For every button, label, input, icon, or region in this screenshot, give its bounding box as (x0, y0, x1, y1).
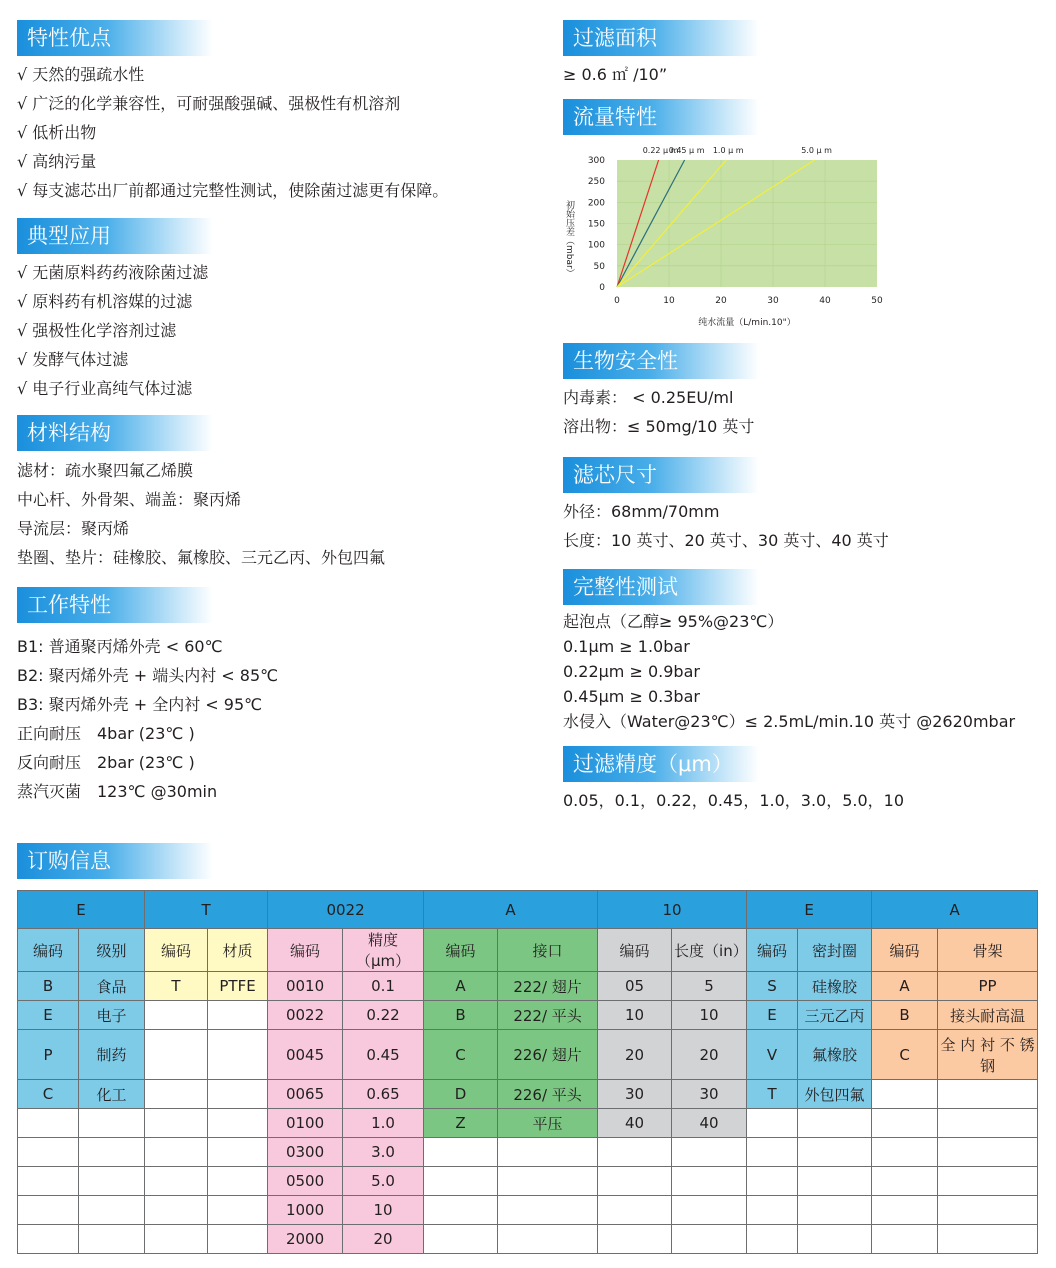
y-tick-label: 300 (587, 156, 605, 166)
bio-list (563, 383, 754, 441)
list-item: 外径：68mm/70mm (563, 502, 720, 521)
table-cell: Z (424, 1109, 498, 1138)
table-cell (424, 1196, 498, 1225)
table-cell: 氟橡胶 (798, 1030, 872, 1080)
header-cell: 编码 (18, 929, 79, 972)
table-cell: 化工 (79, 1080, 145, 1109)
list-item: √ 天然的强疏水性 (17, 65, 145, 84)
features-list (17, 60, 448, 205)
table-cell (79, 1196, 145, 1225)
table-cell: 硅橡胶 (798, 972, 872, 1001)
table-cell: 5 (672, 972, 747, 1001)
x-tick-label: 50 (871, 296, 883, 306)
table-cell: B (424, 1001, 498, 1030)
x-tick-label: 0 (614, 296, 620, 306)
table-cell (938, 1138, 1038, 1167)
table-cell: 0.1 (343, 972, 424, 1001)
table-cell (498, 1167, 598, 1196)
table-cell (18, 1225, 79, 1254)
table-cell (208, 1001, 268, 1030)
y-tick-label: 50 (593, 261, 605, 272)
y-ticks (588, 156, 605, 293)
x-tick-label: 10 (663, 296, 675, 306)
list-item: 内毒素： < 0.25EU/ml (563, 388, 734, 407)
table-cell (798, 1138, 872, 1167)
list-item: B3: 聚丙烯外壳 + 全内衬 < 95℃ (17, 695, 263, 714)
table-cell (872, 1109, 938, 1138)
table-cell: 40 (672, 1109, 747, 1138)
materials-list (17, 456, 385, 572)
header-cell: 骨架 (938, 929, 1038, 972)
table-cell (79, 1109, 145, 1138)
precision-header: 过滤精度（μm） (563, 746, 759, 782)
list-item: 垫圈、垫片：硅橡胶、氟橡胶、三元乙丙、外包四氟 (17, 548, 386, 567)
table-cell (208, 1225, 268, 1254)
header-cell: 接口 (498, 929, 598, 972)
table-row (18, 1030, 1038, 1080)
table-cell: 三元乙丙 (798, 1001, 872, 1030)
list-item: √ 广泛的化学兼容性，可耐强酸强碱、强极性有机溶剂 (17, 94, 401, 113)
list-item: √ 发酵气体过滤 (17, 350, 129, 369)
table-cell: 平压 (498, 1109, 598, 1138)
code-cell: T (145, 891, 268, 929)
table-cell (938, 1225, 1038, 1254)
table-cell (208, 1196, 268, 1225)
list-item: 长度：10 英寸、20 英寸、30 英寸、40 英寸 (563, 531, 889, 550)
code-row (18, 891, 1038, 929)
list-item: 滤材：疏水聚四氟乙烯膜 (17, 461, 194, 480)
header-cell: 精度（μm） (343, 929, 424, 972)
table-cell (598, 1167, 672, 1196)
table-cell (798, 1167, 872, 1196)
table-cell: 30 (598, 1080, 672, 1109)
list-item: √ 无菌原料药药液除菌过滤 (17, 263, 209, 282)
table-cell: 制药 (79, 1030, 145, 1080)
table-cell (872, 1196, 938, 1225)
table-cell: 0100 (268, 1109, 343, 1138)
y-tick-label: 100 (587, 240, 605, 251)
table-cell: 05 (598, 972, 672, 1001)
table-cell (938, 1167, 1038, 1196)
x-axis-label: 纯水流量（L/min.10"） (698, 318, 796, 328)
header-cell: 编码 (872, 929, 938, 972)
integrity-list (563, 609, 1015, 734)
list-item: √ 电子行业高纯气体过滤 (17, 379, 193, 398)
working-header: 工作特性 (17, 587, 213, 623)
table-cell (424, 1138, 498, 1167)
list-item: 0.22μm ≥ 0.9bar (563, 662, 700, 681)
series-label: 1.0 μ m (712, 146, 744, 155)
table-cell: 0.22 (343, 1001, 424, 1030)
table-cell (18, 1196, 79, 1225)
code-cell: E (747, 891, 872, 929)
flow-chart (560, 140, 890, 335)
table-cell: 0065 (268, 1080, 343, 1109)
table-cell (18, 1109, 79, 1138)
table-cell: P (18, 1030, 79, 1080)
area-header: 过滤面积 (563, 20, 759, 56)
table-cell (598, 1138, 672, 1167)
table-cell (798, 1196, 872, 1225)
code-cell: E (18, 891, 145, 929)
table-cell: PP (938, 972, 1038, 1001)
table-cell: C (18, 1080, 79, 1109)
list-item: B1: 普通聚丙烯外壳 < 60℃ (17, 637, 223, 656)
applications-header: 典型应用 (17, 218, 213, 254)
table-cell: 0.45 (343, 1030, 424, 1080)
list-item: 起泡点（乙醇≥ 95%@23℃） (563, 612, 784, 631)
table-cell: 食品 (79, 972, 145, 1001)
x-tick-label: 40 (819, 296, 831, 306)
header-cell: 级别 (79, 929, 145, 972)
series-label: 0.45 μ m (668, 146, 705, 155)
table-cell (498, 1225, 598, 1254)
header-cell: 材质 (208, 929, 268, 972)
table-cell: 2000 (268, 1225, 343, 1254)
table-row (18, 1225, 1038, 1254)
code-cell: A (872, 891, 1038, 929)
table-cell: 1.0 (343, 1109, 424, 1138)
list-item: 中心杆、外骨架、端盖：聚丙烯 (17, 490, 242, 509)
table-cell (498, 1138, 598, 1167)
table-cell: PTFE (208, 972, 268, 1001)
table-cell: 1000 (268, 1196, 343, 1225)
table-cell: A (424, 972, 498, 1001)
table-cell (872, 1167, 938, 1196)
list-item: 水侵入（Water@23℃）≤ 2.5mL/min.10 英寸 @2620mbar (563, 712, 1016, 731)
table-cell (938, 1196, 1038, 1225)
table-cell: C (872, 1030, 938, 1080)
list-item: √ 低析出物 (17, 123, 97, 142)
integrity-header: 完整性测试 (563, 569, 759, 605)
list-item: √ 每支滤芯出厂前都通过完整性测试，使除菌过滤更有保障。 (17, 181, 449, 200)
table-cell (208, 1030, 268, 1080)
y-tick-label: 0 (599, 283, 605, 293)
list-item: 正向耐压 4bar (23℃ ) (17, 724, 195, 743)
code-cell: A (424, 891, 598, 929)
table-cell (79, 1225, 145, 1254)
table-cell (18, 1167, 79, 1196)
table-cell: 20 (672, 1030, 747, 1080)
table-cell (145, 1138, 208, 1167)
list-item: 导流层：聚丙烯 (17, 519, 130, 538)
table-cell: 0.65 (343, 1080, 424, 1109)
x-tick-label: 20 (715, 296, 727, 306)
table-cell: 0500 (268, 1167, 343, 1196)
table-cell: E (747, 1001, 798, 1030)
order-body (18, 972, 1038, 1254)
table-cell (872, 1225, 938, 1254)
series-label: 0.22 μ m (642, 146, 679, 155)
table-row (18, 1196, 1038, 1225)
series-label: 5.0 μ m (801, 146, 832, 155)
size-list (563, 497, 889, 555)
table-row (18, 1080, 1038, 1109)
table-cell: 226/ 平头 (498, 1080, 598, 1109)
precision-list (563, 786, 904, 815)
table-cell (938, 1080, 1038, 1109)
list-item: 0.1μm ≥ 1.0bar (563, 637, 690, 656)
table-cell: 10 (598, 1001, 672, 1030)
list-item: B2: 聚丙烯外壳 + 端头内衬 < 85℃ (17, 666, 279, 685)
y-axis-label: 初始压差（mbar） (564, 200, 574, 278)
list-item: √ 强极性化学溶剂过滤 (17, 321, 177, 340)
materials-header: 材料结构 (17, 415, 213, 451)
table-cell: 222/ 翅片 (498, 972, 598, 1001)
table-cell: E (18, 1001, 79, 1030)
table-cell (424, 1225, 498, 1254)
flow-header: 流量特性 (563, 99, 759, 135)
table-cell (208, 1138, 268, 1167)
table-cell: T (145, 972, 208, 1001)
table-cell (598, 1196, 672, 1225)
header-row (18, 929, 1038, 972)
table-cell (208, 1080, 268, 1109)
list-item: 蒸汽灭菌 123℃ @30min (17, 782, 218, 801)
table-cell: 全 内 衬 不 锈 钢 (938, 1030, 1038, 1080)
y-tick-label: 200 (587, 198, 605, 209)
table-cell (938, 1109, 1038, 1138)
table-cell: 3.0 (343, 1138, 424, 1167)
header-cell: 长度（in） (672, 929, 747, 972)
table-cell (145, 1001, 208, 1030)
table-cell: 20 (598, 1030, 672, 1080)
table-cell (598, 1225, 672, 1254)
header-cell: 编码 (747, 929, 798, 972)
table-cell (145, 1109, 208, 1138)
table-row (18, 1001, 1038, 1030)
applications-list (17, 258, 208, 403)
table-row (18, 1167, 1038, 1196)
table-cell: 外包四氟 (798, 1080, 872, 1109)
table-cell (872, 1080, 938, 1109)
list-item: 0.05，0.1，0.22，0.45，1.0，3.0，5.0，10 (563, 791, 905, 810)
table-cell (672, 1167, 747, 1196)
y-tick-label: 250 (587, 177, 605, 188)
list-item: 反向耐压 2bar (23℃ ) (17, 753, 195, 772)
table-cell: 0022 (268, 1001, 343, 1030)
list-item: √ 原料药有机溶媒的过滤 (17, 292, 193, 311)
table-cell: V (747, 1030, 798, 1080)
table-cell: A (872, 972, 938, 1001)
table-cell: S (747, 972, 798, 1001)
table-cell: C (424, 1030, 498, 1080)
table-cell: B (18, 972, 79, 1001)
code-cell: 10 (598, 891, 747, 929)
table-cell (424, 1167, 498, 1196)
header-cell: 编码 (598, 929, 672, 972)
table-cell (498, 1196, 598, 1225)
header-cell: 编码 (268, 929, 343, 972)
features-header: 特性优点 (17, 20, 213, 56)
table-cell (145, 1196, 208, 1225)
header-cell: 编码 (145, 929, 208, 972)
table-cell: T (747, 1080, 798, 1109)
order-header: 订购信息 (17, 843, 213, 879)
table-cell (798, 1109, 872, 1138)
table-cell (79, 1167, 145, 1196)
table-cell: 20 (343, 1225, 424, 1254)
table-cell (672, 1196, 747, 1225)
table-cell (672, 1138, 747, 1167)
header-cell: 编码 (424, 929, 498, 972)
table-cell: 0300 (268, 1138, 343, 1167)
table-cell: 226/ 翅片 (498, 1030, 598, 1080)
size-header: 滤芯尺寸 (563, 457, 759, 493)
table-cell: 0010 (268, 972, 343, 1001)
table-cell (872, 1138, 938, 1167)
table-cell: 40 (598, 1109, 672, 1138)
table-cell (747, 1225, 798, 1254)
table-cell (747, 1109, 798, 1138)
y-tick-label: 150 (587, 219, 605, 230)
table-cell: 222/ 平头 (498, 1001, 598, 1030)
table-cell (145, 1225, 208, 1254)
table-cell (145, 1080, 208, 1109)
working-list (17, 632, 278, 806)
table-cell (747, 1138, 798, 1167)
table-cell: D (424, 1080, 498, 1109)
list-item: 溶出物：≤ 50mg/10 英寸 (563, 417, 755, 436)
list-item: ≥ 0.6 ㎡ /10” (563, 65, 668, 84)
table-cell: 30 (672, 1080, 747, 1109)
table-cell (747, 1196, 798, 1225)
table-cell (798, 1225, 872, 1254)
chart-legend (643, 146, 832, 155)
table-cell: B (872, 1001, 938, 1030)
table-cell (208, 1167, 268, 1196)
table-cell: 10 (672, 1001, 747, 1030)
table-cell (672, 1225, 747, 1254)
table-cell (18, 1138, 79, 1167)
table-cell (747, 1167, 798, 1196)
table-row (18, 972, 1038, 1001)
bio-header: 生物安全性 (563, 343, 759, 379)
table-row (18, 1109, 1038, 1138)
list-item: 0.45μm ≥ 0.3bar (563, 687, 700, 706)
x-tick-label: 30 (767, 296, 779, 306)
table-cell: 0045 (268, 1030, 343, 1080)
code-cell: 0022 (268, 891, 424, 929)
table-cell: 10 (343, 1196, 424, 1225)
order-table (17, 890, 1038, 1254)
table-cell: 接头耐高温 (938, 1001, 1038, 1030)
table-cell: 5.0 (343, 1167, 424, 1196)
area-list (563, 60, 667, 89)
table-cell (145, 1030, 208, 1080)
table-cell: 电子 (79, 1001, 145, 1030)
x-ticks (614, 296, 883, 306)
table-cell (79, 1138, 145, 1167)
table-cell (208, 1109, 268, 1138)
list-item: √ 高纳污量 (17, 152, 97, 171)
header-cell: 密封圈 (798, 929, 872, 972)
table-cell (145, 1167, 208, 1196)
table-row (18, 1138, 1038, 1167)
